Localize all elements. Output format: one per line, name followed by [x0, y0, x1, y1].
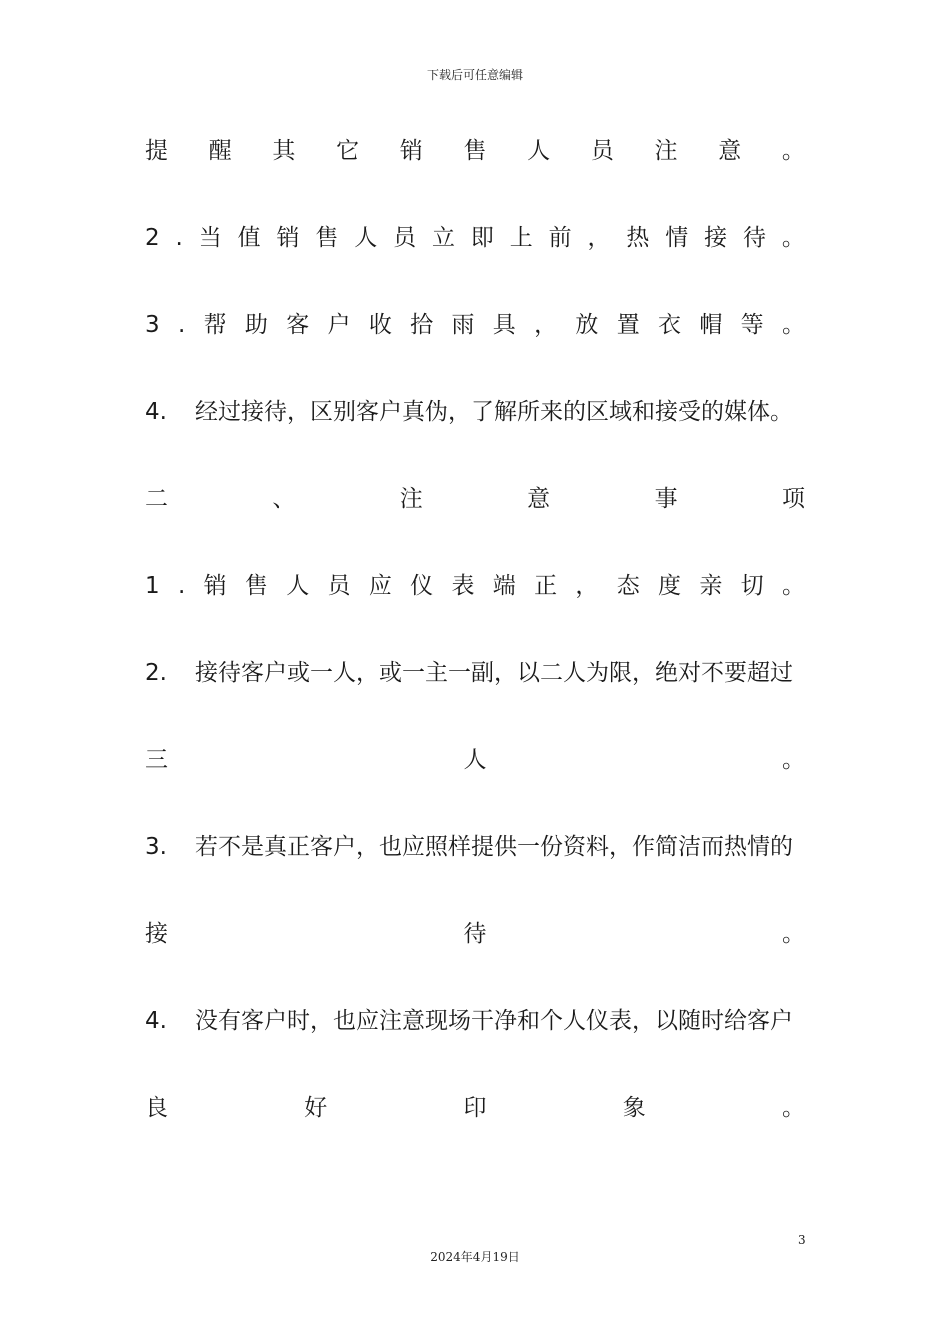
- text-token: 提: [145, 138, 168, 164]
- list-number: 3.: [145, 834, 167, 860]
- text-token: 员: [327, 573, 351, 599]
- text-token: .: [177, 312, 186, 338]
- text-token: 意: [718, 138, 742, 164]
- text-line: [145, 482, 805, 516]
- text-token: 项: [781, 486, 805, 512]
- text-token: 、: [272, 486, 296, 512]
- text-token: 切: [740, 573, 764, 599]
- text-token: ，: [534, 312, 558, 338]
- text-token: 亲: [699, 573, 723, 599]
- text-token: 2: [145, 225, 160, 251]
- text-line: [145, 917, 805, 951]
- text-token: 。: [782, 921, 805, 947]
- text-token: 注: [654, 138, 678, 164]
- text-line: [145, 569, 805, 603]
- text-token: 热: [626, 225, 650, 251]
- text-token: 销: [399, 138, 423, 164]
- list-text: 接待客户或一人，或一主一副，以二人为限，绝对不要超过: [195, 660, 793, 686]
- text-token: 售: [315, 225, 339, 251]
- text-token: 端: [492, 573, 516, 599]
- list-text: 若不是真正客户，也应照样提供一份资料，作简洁而热情的: [195, 834, 793, 860]
- text-token: 态: [616, 573, 640, 599]
- text-token: 员: [590, 138, 614, 164]
- text-token: 3: [145, 312, 160, 338]
- text-token: 接: [704, 225, 728, 251]
- text-token: 应: [368, 573, 392, 599]
- text-token: 其: [272, 138, 296, 164]
- text-token: 户: [327, 312, 351, 338]
- text-token: 值: [237, 225, 261, 251]
- text-token: 立: [431, 225, 455, 251]
- text-token: 衣: [658, 312, 682, 338]
- text-token: 。: [781, 573, 805, 599]
- text-token: 三: [145, 747, 168, 773]
- text-token: 人: [354, 225, 378, 251]
- text-token: 表: [451, 573, 475, 599]
- text-line: [145, 308, 805, 342]
- text-token: 客: [286, 312, 310, 338]
- text-token: 销: [203, 573, 227, 599]
- text-token: 印: [463, 1095, 487, 1121]
- text-token: 前: [548, 225, 572, 251]
- text-token: 。: [781, 225, 805, 251]
- list-text: 经过接待，区别客户真伪，了解所来的区域和接受的媒体。: [195, 399, 793, 425]
- text-token: 助: [244, 312, 268, 338]
- text-token: 等: [740, 312, 764, 338]
- list-number: 4.: [145, 399, 167, 425]
- text-token: 仪: [410, 573, 434, 599]
- text-token: 象: [622, 1095, 646, 1121]
- text-line: [145, 830, 805, 864]
- list-number: 4.: [145, 1008, 167, 1034]
- text-token: 待: [742, 225, 766, 251]
- text-token: 接: [145, 921, 168, 947]
- text-token: 即: [470, 225, 494, 251]
- text-token: 当: [198, 225, 222, 251]
- text-line: [145, 1091, 805, 1125]
- text-token: 它: [336, 138, 360, 164]
- text-token: 。: [781, 312, 805, 338]
- text-token: 帮: [203, 312, 227, 338]
- text-token: 意: [527, 486, 551, 512]
- text-token: 1: [145, 573, 160, 599]
- text-token: .: [177, 573, 186, 599]
- text-line: [145, 1004, 805, 1038]
- text-token: 售: [463, 138, 487, 164]
- text-token: 员: [393, 225, 417, 251]
- text-token: 醒: [208, 138, 232, 164]
- text-token: 拾: [410, 312, 434, 338]
- text-token: 。: [781, 138, 805, 164]
- text-line: [145, 656, 805, 690]
- text-token: ，: [587, 225, 611, 251]
- text-token: 好: [304, 1095, 328, 1121]
- text-token: 置: [616, 312, 640, 338]
- text-token: ，: [575, 573, 599, 599]
- text-token: 情: [665, 225, 689, 251]
- text-token: 放: [575, 312, 599, 338]
- text-token: 。: [782, 747, 805, 773]
- text-token: 正: [534, 573, 558, 599]
- list-number: 2.: [145, 660, 167, 686]
- text-token: .: [175, 225, 183, 251]
- text-token: 良: [145, 1095, 168, 1121]
- text-token: 售: [244, 573, 268, 599]
- page-header: 下载后可任意编辑: [426, 68, 523, 82]
- text-token: 二: [145, 486, 168, 512]
- text-token: 。: [782, 1095, 805, 1121]
- text-line: [145, 743, 805, 777]
- text-token: 具: [492, 312, 516, 338]
- text-token: 事: [654, 486, 678, 512]
- text-token: 人: [527, 138, 551, 164]
- text-token: 雨: [451, 312, 475, 338]
- page-number: 3: [798, 1233, 806, 1247]
- text-token: 度: [658, 573, 682, 599]
- page-footer-date: 2024年4月19日: [430, 1250, 520, 1264]
- text-token: 收: [368, 312, 392, 338]
- text-token: 注: [399, 486, 423, 512]
- text-token: 人: [286, 573, 310, 599]
- text-line: [145, 134, 805, 168]
- text-line: [145, 221, 805, 255]
- text-token: 待: [463, 921, 487, 947]
- text-token: 帽: [699, 312, 723, 338]
- text-token: 人: [463, 747, 487, 773]
- text-token: 销: [276, 225, 300, 251]
- text-token: 上: [509, 225, 533, 251]
- list-text: 没有客户时，也应注意现场干净和个人仪表，以随时给客户: [195, 1008, 793, 1034]
- text-line: [145, 395, 805, 429]
